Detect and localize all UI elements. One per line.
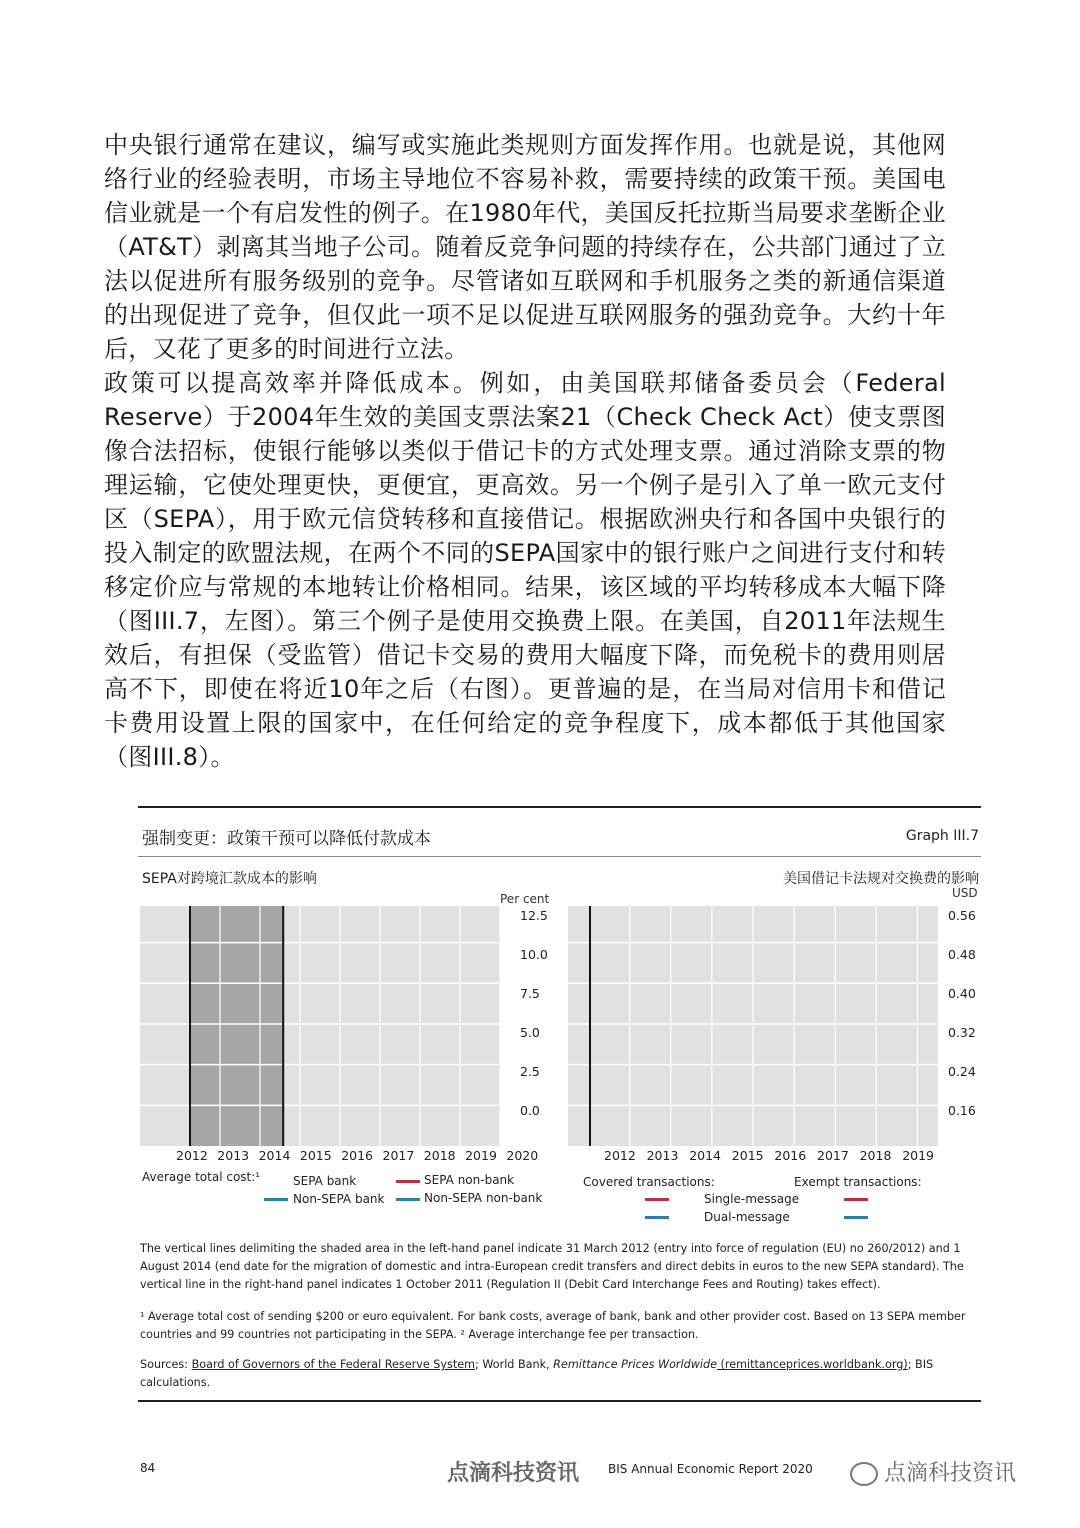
left-x-tick-label: 2016 — [341, 1148, 373, 1163]
left-panel-title: SEPA对跨境汇款成本的影响 — [142, 871, 317, 887]
legend-sepa-non-bank-swatch — [396, 1180, 420, 1183]
legend-single-message: Single-message — [704, 1192, 800, 1206]
left-legend-title: Average total cost:¹ — [142, 1170, 261, 1184]
paragraph-2: 政策可以提高效率并降低成本。例如，由美国联邦储备委员会（Federal Reserve）于2004年生效的美国支票法案21（Check Check Act）使支票图像合法招标，使银行能够以类似于借记卡的方式处理支票。通过消除支票的物理运输，它使处理更快，更便宜，更高效。另一个例子是引入了单一欧元支付区（SEPA），用于欧元信贷转移和直接借记。根据欧洲央行和各国中央银行的投入制定的欧盟法规，在两个不同的SEPA国家中的银行账户之间进行支付和转移定价应与常规的本地转让价格相同。结果，该区域的平均转移成本大幅下降（图III.7，左图）。第三个例子是使用交换费上限。在美国，自2011年法规生效后，有担保（受监管）借记卡交易的费用大幅度下降，而免税卡的费用则居高不下，即使在将近10年之后（右图）。更普遍的是，在当局对信用卡和借记卡费用设置上限的国家中，在任何给定的竞争程度下，成本都低于其他国家（图III.8）。 — [104, 369, 946, 771]
right-unit-label: USD — [952, 886, 978, 900]
left-y-tick-label: 5.0 — [520, 1025, 540, 1040]
right-y-tick-label: 0.56 — [948, 908, 976, 923]
watermark-right-text: 点滴科技资讯 — [884, 1461, 1017, 1486]
right-x-tick-label: 2019 — [902, 1148, 934, 1163]
figure-graph-iii-7 — [138, 806, 981, 1406]
source-remittance: Remittance Prices Worldwide — [553, 1358, 717, 1371]
left-y-tick-label: 10.0 — [520, 947, 548, 962]
left-x-tick-label: 2019 — [465, 1148, 497, 1163]
figure-bottom-rule — [138, 1400, 981, 1402]
figure-title: 强制变更：政策干预可以降低付款成本 — [142, 829, 431, 849]
wechat-icon — [850, 1462, 878, 1486]
graph-label: Graph III.7 — [905, 828, 979, 844]
legend-non-sepa-non-bank-swatch — [396, 1198, 420, 1201]
footnotes — [140, 1308, 982, 1344]
right-panel-title: 美国借记卡法规对交换费的影响 — [783, 871, 979, 887]
right-y-tick-label: 0.24 — [948, 1064, 976, 1079]
right-x-tick-label: 2015 — [731, 1148, 764, 1163]
report-title: BIS Annual Economic Report 2020 — [608, 1462, 813, 1476]
right-y-tick-label: 0.48 — [948, 947, 976, 962]
sources-label: Sources: — [140, 1358, 192, 1371]
left-x-tick-label: 2017 — [382, 1148, 415, 1163]
body-text — [104, 128, 946, 774]
page-number: 84 — [140, 1461, 156, 1475]
legend-exempt-dual-swatch — [844, 1216, 868, 1219]
right-x-tick-label: 2013 — [646, 1148, 679, 1163]
sources — [140, 1356, 982, 1392]
right-y-tick-label: 0.32 — [948, 1025, 976, 1040]
left-x-tick-label: 2020 — [506, 1148, 539, 1163]
legend-exempt-single-swatch — [844, 1198, 868, 1201]
watermark-right — [850, 1456, 1016, 1487]
footnote-2: ² Average interchange fee per transaction. — [460, 1328, 699, 1341]
legend-covered-dual-swatch — [645, 1216, 669, 1219]
left-x-tick-label: 2015 — [299, 1148, 332, 1163]
footnote-1: ¹ Average total cost of sending $200 or euro equivalent. For bank costs, average of bank, bank and other provider cost. Based on 13 SEPA member countries and 99 countries not participating in the SEPA. — [140, 1310, 966, 1341]
source-worldbank-link[interactable]: (remittanceprices.worldbank.org) — [716, 1358, 908, 1371]
right-plot — [568, 906, 938, 1146]
legend-dual-message: Dual-message — [704, 1210, 790, 1224]
legend-exempt-title: Exempt transactions: — [794, 1175, 922, 1189]
source-bis: ; BIS calculations. — [140, 1358, 934, 1389]
legend-sepa-non-bank: SEPA non-bank — [424, 1173, 515, 1187]
legend-non-sepa-bank: Non-SEPA bank — [293, 1192, 385, 1206]
paragraph-1: 中央银行通常在建议，编写或实施此类规则方面发挥作用。也就是说，其他网络行业的经验表明，市场主导地位不容易补救，需要持续的政策干预。美国电信业就是一个有启发性的例子。在1980年代，美国反托拉斯当局要求垄断企业（AT&T）剥离其当地子公司。随着反竞争问题的持续存在，公共部门通过了立法以促进所有服务级别的竞争。尽管诸如互联网和手机服务之类的新通信渠道的出现促进了竞争，但仅此一项不足以促进互联网服务的强劲竞争。大约十年后，又花了更多的时间进行立法。 — [104, 131, 946, 363]
left-unit-label: Per cent — [500, 892, 550, 906]
right-x-tick-label: 2012 — [604, 1148, 636, 1163]
left-x-tick-label: 2012 — [176, 1148, 208, 1163]
right-x-tick-label: 2014 — [689, 1148, 721, 1163]
source-fed-link[interactable]: Board of Governors of the Federal Reserve System — [191, 1358, 476, 1371]
source-sep: ; World Bank, — [475, 1358, 554, 1371]
legend-non-sepa-non-bank: Non-SEPA non-bank — [424, 1191, 543, 1205]
right-x-tick-label: 2016 — [774, 1148, 807, 1163]
legend-non-sepa-bank-swatch — [264, 1198, 288, 1201]
legend-sepa-bank: SEPA bank — [293, 1174, 357, 1188]
right-y-tick-label: 0.16 — [948, 1103, 976, 1118]
left-plot — [140, 906, 500, 1146]
right-x-tick-label: 2018 — [859, 1148, 892, 1163]
watermark-center: 点滴科技资讯 — [447, 1461, 580, 1486]
left-x-tick-label: 2013 — [217, 1148, 250, 1163]
left-x-tick-label: 2018 — [423, 1148, 456, 1163]
left-x-tick-label: 2014 — [258, 1148, 291, 1163]
legend-covered-title: Covered transactions: — [583, 1175, 715, 1189]
right-y-tick-label: 0.40 — [948, 986, 976, 1001]
left-y-tick-label: 12.5 — [520, 908, 548, 923]
left-y-tick-label: 7.5 — [520, 986, 540, 1001]
right-x-tick-label: 2017 — [817, 1148, 849, 1163]
left-y-tick-label: 2.5 — [520, 1064, 540, 1079]
legend-covered-single-swatch — [645, 1198, 669, 1201]
charts-svg — [138, 806, 981, 1166]
left-y-tick-label: 0.0 — [520, 1103, 540, 1118]
figure-note: The vertical lines delimiting the shaded area in the left-hand panel indicate 31 March 2012 (entry into force of regulation (EU) no 260/2012) and 1 August 2014 (end date for the migration of domestic and intra-European credit transfers and direct debits in euros to the new SEPA standard). The vertical line in the right-hand panel indicates 1 October 2011 (Regulation II (Debit Card Interchange Fees and Routing) takes effect). — [140, 1242, 964, 1291]
